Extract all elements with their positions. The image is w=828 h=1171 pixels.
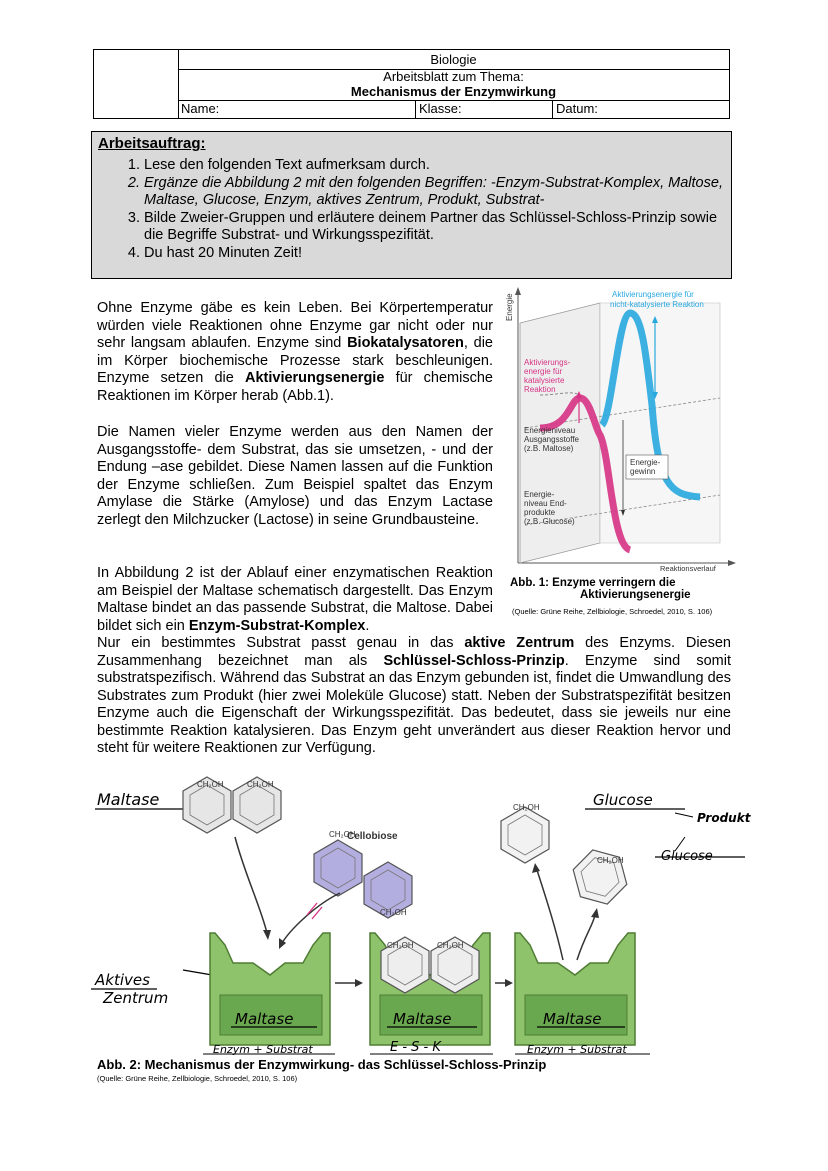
- cat-label: Aktivierungs-: [524, 358, 571, 367]
- text-span: , die im Körper biochemische Prozesse stark beschleunigen. Enzyme setzen die: [97, 335, 493, 386]
- glucose-molecule-2: [570, 844, 631, 911]
- subject-cell: Biologie: [178, 50, 729, 70]
- hw-label-active: Zentrum: [103, 989, 169, 1007]
- cat-label: katalysierte: [524, 376, 565, 385]
- end-label: (z.B. Glucose): [524, 517, 575, 526]
- task-item: 4. Du hast 20 Minuten Zeit!: [144, 245, 724, 263]
- hw-label-glucose-2: Glucose: [661, 849, 713, 864]
- ch2oh-label: CH₂OH: [513, 803, 540, 812]
- topic-title: Mechanismus der Enzymwirkung: [350, 84, 557, 99]
- task-list: [122, 157, 724, 262]
- end-label: produkte: [524, 508, 556, 517]
- hw-label-under: Enzym + Substrat: [213, 1043, 313, 1056]
- hw-label-under: E - S - K: [390, 1040, 441, 1055]
- enzyme-label: Maltase: [543, 1010, 602, 1028]
- end-label: niveau End-: [524, 499, 567, 508]
- hw-label-maltase: Maltase: [97, 790, 160, 809]
- hw-label-glucose: Glucose: [593, 791, 653, 809]
- caption-line: Aktivierungsenergie: [580, 589, 691, 601]
- enzyme-maltase-3: [515, 933, 635, 1045]
- enzyme-mechanism-diagram: [85, 765, 765, 1057]
- hw-label-under: Enzym + Substrat: [527, 1043, 627, 1056]
- y-axis-label: Energie: [505, 293, 514, 321]
- ch2oh-label: CH₂OH: [197, 780, 224, 789]
- term-aktivierungsenergie: Aktivierungsenergie: [244, 370, 385, 386]
- term-active-site: aktive Zentrum: [464, 635, 575, 651]
- date-field[interactable]: Datum:: [552, 100, 730, 118]
- text-span: In Abbildung 2 ist der Ablauf einer enzymatischen Reaktion am Beispiel der Maltase schematisch dargestellt. Das Enzym Maltase bindet an das passende Substrat, die Maltose. Dabei bildet sich ein: [97, 565, 493, 634]
- figure2-source: (Quelle: Grüne Reihe, Zellbiologie, Schroedel, 2010, S. 106): [97, 1074, 298, 1083]
- enzyme-label: Maltase: [235, 1010, 294, 1028]
- glucose-molecule-1: [501, 807, 549, 863]
- cat-label: Reaktion: [524, 385, 556, 394]
- text-span: Nur ein bestimmtes Substrat passt genau in das: [97, 635, 465, 651]
- student-info-row: [178, 100, 729, 118]
- figure1-source: (Quelle: Grüne Reihe, Zellbiologie, Schroedel, 2010, S. 106): [512, 607, 713, 616]
- task-item: 1. Lese den folgenden Text aufmerksam durch.: [144, 157, 724, 175]
- term-esk: Enzym-Substrat-Komplex: [188, 617, 366, 634]
- caption-line: Abb. 1: Enzyme verringern die: [510, 577, 676, 589]
- text-span: des Enzyms. Diesen Zusammenhang bezeichnet man als: [97, 635, 731, 669]
- start-label: Energieniveau: [524, 426, 576, 435]
- paragraph-intro: [97, 300, 493, 405]
- ch2oh-label: CH₂OH: [329, 830, 356, 839]
- text-span: Ohne Enzyme gäbe es kein Leben. Bei Körpertemperatur würden viele Reaktionen ohne Enzyme gar nicht oder nur sehr langsam ablaufen. Enzyme sind: [97, 300, 493, 351]
- hw-label-active: Aktives: [95, 971, 150, 989]
- text-span: für chemische Reaktionen im Körper herab (Abb.1).: [97, 370, 493, 404]
- cat-label: energie für: [524, 367, 563, 376]
- end-label: Energie-: [524, 490, 555, 499]
- text-span: .: [365, 617, 370, 634]
- uncat-label: Aktivierungsenergie für: [612, 290, 694, 299]
- cellobiose-molecule: [314, 840, 412, 918]
- figure2-caption: Abb. 2: Mechanismus der Enzymwirkung- das Schlüssel-Schloss-Prinzip: [97, 1057, 547, 1072]
- x-axis-label: Reaktionsverlauf: [660, 564, 716, 573]
- figure1-caption: [510, 577, 740, 601]
- class-field[interactable]: Klasse:: [415, 100, 552, 118]
- cellobiose-label: Cellobiose: [347, 831, 398, 842]
- ch2oh-label: CH₂OH: [380, 908, 407, 917]
- worksheet-line: Arbeitsblatt zum Thema:: [383, 69, 524, 84]
- topic-cell: [178, 69, 729, 101]
- ch2oh-label: CH₂OH: [597, 856, 624, 865]
- text-span: . Enzyme sind somit substratspezifisch. Während das Substrat an das Enzym gebunden ist, findet die Umwandlung des Substrates zum Produkt (hier zwei Moleküle Glucose) statt. Neben der Substratspezifität besitzen Enzyme auch die Eigenschaft der Wirkungsspezifität. Das bedeutet, dass sie jeweils nur eine bestimmte Reaktion katalysieren. Das Enzym geht unverändert aus dieser Reaktion hervor und steht für weitere Reaktionen zur Verfügung.: [97, 652, 731, 756]
- gain-label: gewinn: [630, 467, 656, 476]
- ch2oh-label: CH₂OH: [387, 941, 414, 950]
- paragraph-names: Die Namen vieler Enzyme werden aus den Namen der Ausgangsstoffe- dem Substrat, das sie umsetzen, - und der Endung –ase gebildet. Diese Namen lassen auf die Funktion der Enzyme schließen. Zum Beispiel spaltet das Enzym Amylase die Stärke (Amylose) und das Enzym Lactase zerlegt den Milchzucker (Lactose) in seine Grundbausteine.: [97, 424, 493, 528]
- energy-diagram: [500, 285, 740, 575]
- worksheet-header: [93, 49, 730, 119]
- start-label: Ausgangsstoffe: [524, 435, 580, 444]
- term-lock-key: Schlüssel-Schloss-Prinzip: [383, 652, 565, 669]
- paragraph-figure-ref: [97, 565, 493, 635]
- enzyme-maltase-1: [210, 933, 330, 1045]
- uncat-label: nicht-katalysierte Reaktion: [610, 300, 704, 309]
- ch2oh-label: CH₂OH: [437, 941, 464, 950]
- task-title: Arbeitsauftrag:: [98, 135, 206, 152]
- gain-label: Energie-: [630, 458, 661, 467]
- task-item: 3. Bilde Zweier-Gruppen und erläutere deinem Partner das Schlüssel-Schloss-Prinzip sowie die Begriffe Substrat- und Wirkungsspezifität.: [144, 210, 724, 245]
- ch2oh-label: CH₂OH: [247, 780, 274, 789]
- start-label: (z.B. Maltose): [524, 444, 574, 453]
- paragraph-lock-key: [97, 635, 731, 758]
- task-box: [91, 131, 732, 279]
- logo-cell: [94, 50, 179, 118]
- term-biokatalysatoren: Biokatalysatoren: [347, 335, 464, 351]
- enzyme-label: Maltase: [393, 1010, 452, 1028]
- name-field[interactable]: Name:: [181, 101, 220, 116]
- hw-label-product: Produkt: [697, 811, 751, 825]
- task-item: 2. Ergänze die Abbildung 2 mit den folgenden Begriffen: -Enzym-Substrat-Komplex, Maltose, Maltase, Glucose, Enzym, aktives Zentrum, Produkt, Substrat-: [144, 175, 724, 210]
